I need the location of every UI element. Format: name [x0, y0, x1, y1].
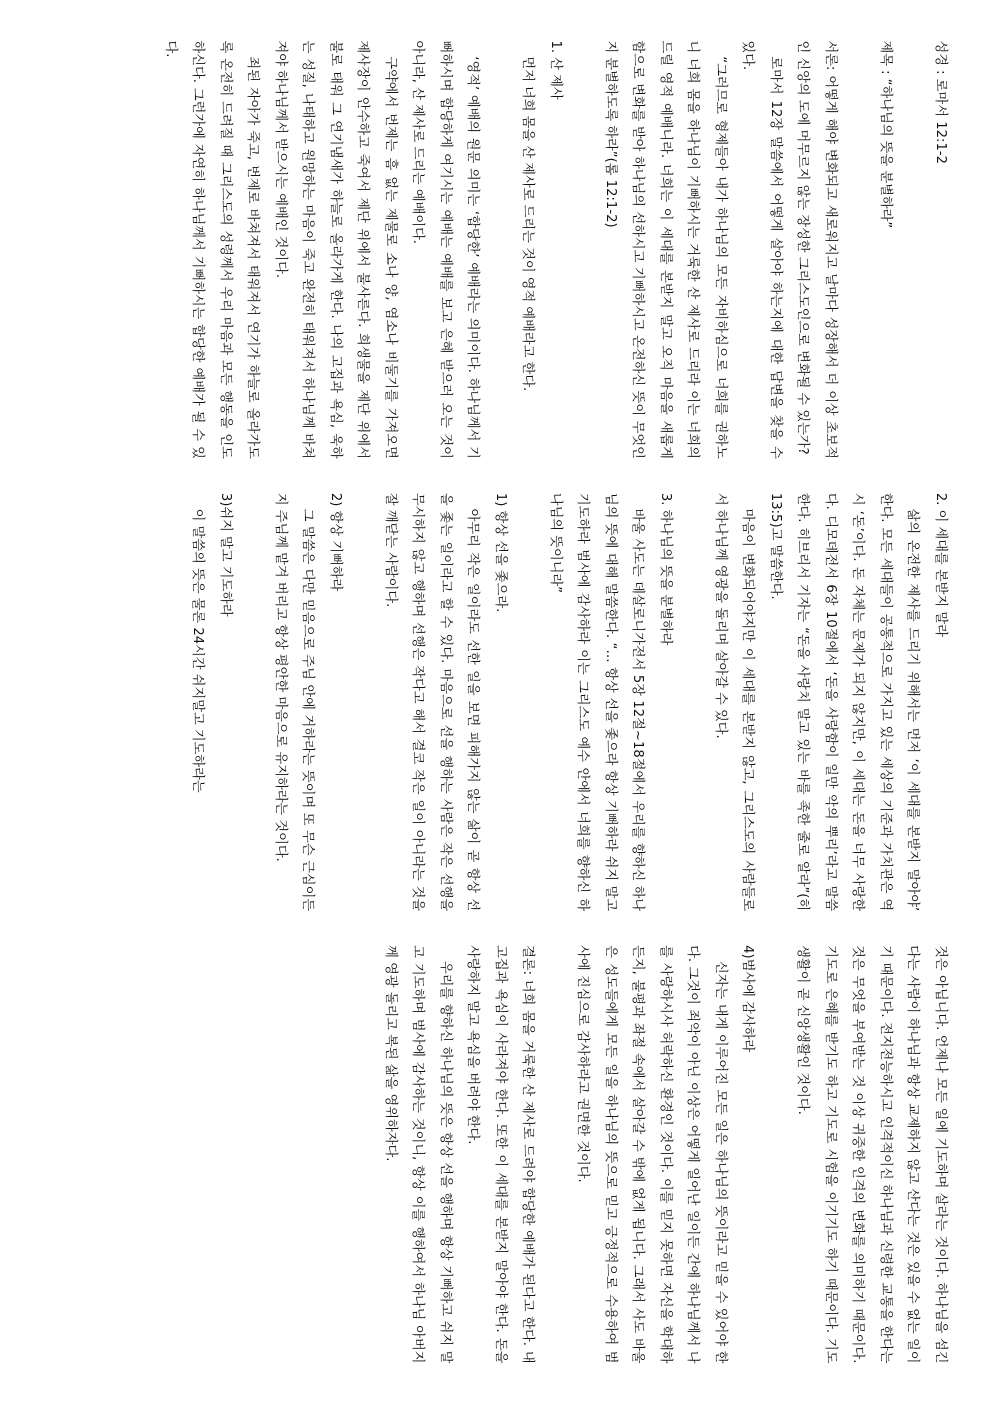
- scripture-reference: 성경 : 로마서 12:1-2: [933, 40, 948, 164]
- paragraph: 것은 아닙니다. 언제나 모든 일에 기도하며 살라는 것이다. 하나님을 섬긴다는 사람이 하나님과 항상 교제하지 않고 산다는 것은 있을 수 없는 일이기 때문이다. 전지전능하시고 인격적이신 하나님과 신령한 교통을 한다는 것은 무엇을 부여받는 것 이상 귀중한 인격의 변화를 의미하기 때문이다. 기도로 은혜를 받기도 하고 기도로 시험을 이기기도 하기 때문이다. 기도 생활이 곧 신앙생활인 것이다.: [795, 944, 948, 1363]
- paragraph: “그러므로 형제들아 내가 하나님의 모든 자비하심으로 너희를 권하노니 너희 몸을 하나님이 기뻐하시는 거룩한 산 제사로 드리라 이는 너희의 드릴 영적 예배니라. 너희는 이 세대를 본받지 말고 오직 마음을 새롭게 함으로 변화를 받아 하나님의 선하시고 기뻐하시고 온전하신 뜻이 무엇인지 분별하도록 하라”(롬 12:1-2): [603, 40, 728, 459]
- paragraph: 죄된 자아가 죽고, 번제로 바쳐져서 태워져서 연기가 하늘로 올라가도록 온전히 드려질 때 그리스도의 성령께서 우리 마음과 모든 행동을 인도하신다. 그런가에 자연히 하나님께서 기뻐하시는 합당한 예배가 될 수 있다.: [163, 40, 261, 459]
- paragraph: 서론: 어떻게 해야 변화되고 새로워지고 날마다 성장해서 더 이상 초보적인 신앙의 도에 머무르지 않는 장성한 그리스도인으로 변화될 수 있는가?: [795, 40, 838, 459]
- paragraph: 그 말씀은 다만 믿음으로 주님 안에 거하라는 뜻이며 또 무슨 근심이든지 주님께 맡겨 버리고 항상 평안한 마음으로 유지하라는 것이다.: [273, 492, 316, 911]
- column-2: [38, 492, 954, 910]
- section-heading: 1. 산 제사: [548, 40, 563, 100]
- paragraph: 신자는 내게 이루어진 모든 일은 하나님의 뜻이라고 믿을 수 있어야 한다. 그것이 죄악이 아닌 이상은 어떻게 일어난 일이든 간에 하나님께서 나를 사랑하시사 허락하신 환경인 것이다. 이를 믿지 못하면 자신을 학대하든지, 불평과 좌절 속에서 살아갈 수 밖에 없게 됩니다. 그래서 사도 바울은 성도들에게 모든 일을 하나님의 뜻으로 믿고 긍정적으로 수용하여 범사에 진심으로 감사하라고 권면한 것이다.: [575, 944, 728, 1363]
- paragraph: 바울 사도는 데살로니가전서 5장 12절~18절에서 우리를 향하신 하나님의 뜻에 대해 말씀한다. “… 항상 선을 좇으라 항상 기뻐하라 쉬지 말고 기도하라 범사에 감사하라 이는 그리스도 예수 안에서 너희를 향하신 하나님의 뜻이니라”: [548, 492, 646, 911]
- paragraph: 먼저 너희 몸을 산 제사로 드리는 것이 영적 예배라고 한다.: [520, 55, 536, 391]
- sermon-title: 제목 : “하나님의 뜻을 분별하라”: [878, 40, 893, 228]
- paragraph: ‘영적’ 예배의 원문 의미는 ‘합당한’ 예배라는 의미이다. 하나님께서 기뻐하시며 합당하게 여기시는 예배는 예배를 보고 은혜 받으러 오는 것이 아니라, 산 제사로 드리는 예배이다.: [410, 40, 481, 459]
- subsection-heading: 2) 항상 기뻐하라: [328, 492, 343, 591]
- column-1: [38, 40, 954, 458]
- paragraph: 삶의 온전한 제사를 드리기 위해서는 먼저 ‘이 세대를 본받지 말아야’ 한다. 모든 세대들이 공통적으로 가지고 있는 세상의 기준과 가치관은 역시 ‘돈’이다. 돈 자체는 문제가 되지 않지만, 이 세대는 돈을 너무 사랑한다. 디모데전서 6장 10절에서 ‘돈을 사랑함이 일만 악의 뿌리’라고 말씀한다. 히브리서 기자는 “돈을 사랑치 말고 있는 바를 족한 줄로 알라”(히 13:5)고 말씀한다.: [768, 492, 921, 911]
- subsection-heading: 1) 항상 선을 좇으라.: [493, 492, 508, 612]
- paragraph: 로마서 12장 말씀에서 어떻게 살아야 하는지에 대한 답변을 찾을 수 있다.: [740, 40, 783, 459]
- conclusion-paragraph: 결론: 너희 몸을 거룩한 산 제사로 드려야 합당한 예배가 된다고 한다. 내 고집과 욕심이 사라져야 한다. 또한 이 세대를 본받지 말아야 한다. 돈을 사랑하지 말고 욕심을 버려야 한다.: [465, 944, 536, 1363]
- subsection-heading: 4)범사에 감사하라: [740, 944, 756, 1052]
- paragraph: 마음이 변화되어야지만 이 세대를 본받지 않고, 그리스도의 사람들로서 하나님께 영광을 돌리며 살아갈 수 있다.: [713, 492, 756, 911]
- column-3: [38, 945, 954, 1363]
- section-heading: 2. 이 세대를 본받지 말라: [933, 492, 948, 637]
- subsection-heading: 3)쉬지 말고 기도하라: [218, 492, 233, 617]
- paragraph: 이 말씀의 뜻은 물론 24시간 쉬지말고 기도하라는: [190, 508, 206, 793]
- paragraph: 우리를 향하신 하나님의 뜻은 항상 선을 행하며 항상 기뻐하고 쉬지 말고 기도하며 범사에 감사하는 것이니, 항상 이를 행하여서 하나님 아버지께 영광 돌리고 복된 삶을 영위하자다.: [383, 944, 453, 1363]
- paragraph: 아무리 작은 일이라도 선한 일을 보면 피해가지 않는 삶이 곧 항상 선을 좇는 일이라고 할 수 있다. 마음으로 선을 행하는 사람은 작은 선행을 무시하지 않고 행하며 선행은 작다고 해서 결코 작은 일이 아니라는 것을 잘 깨닫는 사람이다.: [383, 492, 481, 911]
- section-heading: 3. 하나님의 뜻을 분별하라: [658, 492, 673, 645]
- paragraph: 구약에서 번제는 흠 없는 제물로 소나 양, 염소나 비둘기를 가져오면 제사장이 안수하고 죽여서 제단 위에서 불사른다. 희생물을 제단 위에서 불로 태워 그 연기냄새가 하늘로 올라가게 한다. 나의 고집과 욕심, 욱하는 성질, 나태하고 원망하는 마음이 죽고 완전히 태워져서 하나님께 바쳐져야 하나님께서 받으시는 예배인 것이다.: [273, 40, 398, 459]
